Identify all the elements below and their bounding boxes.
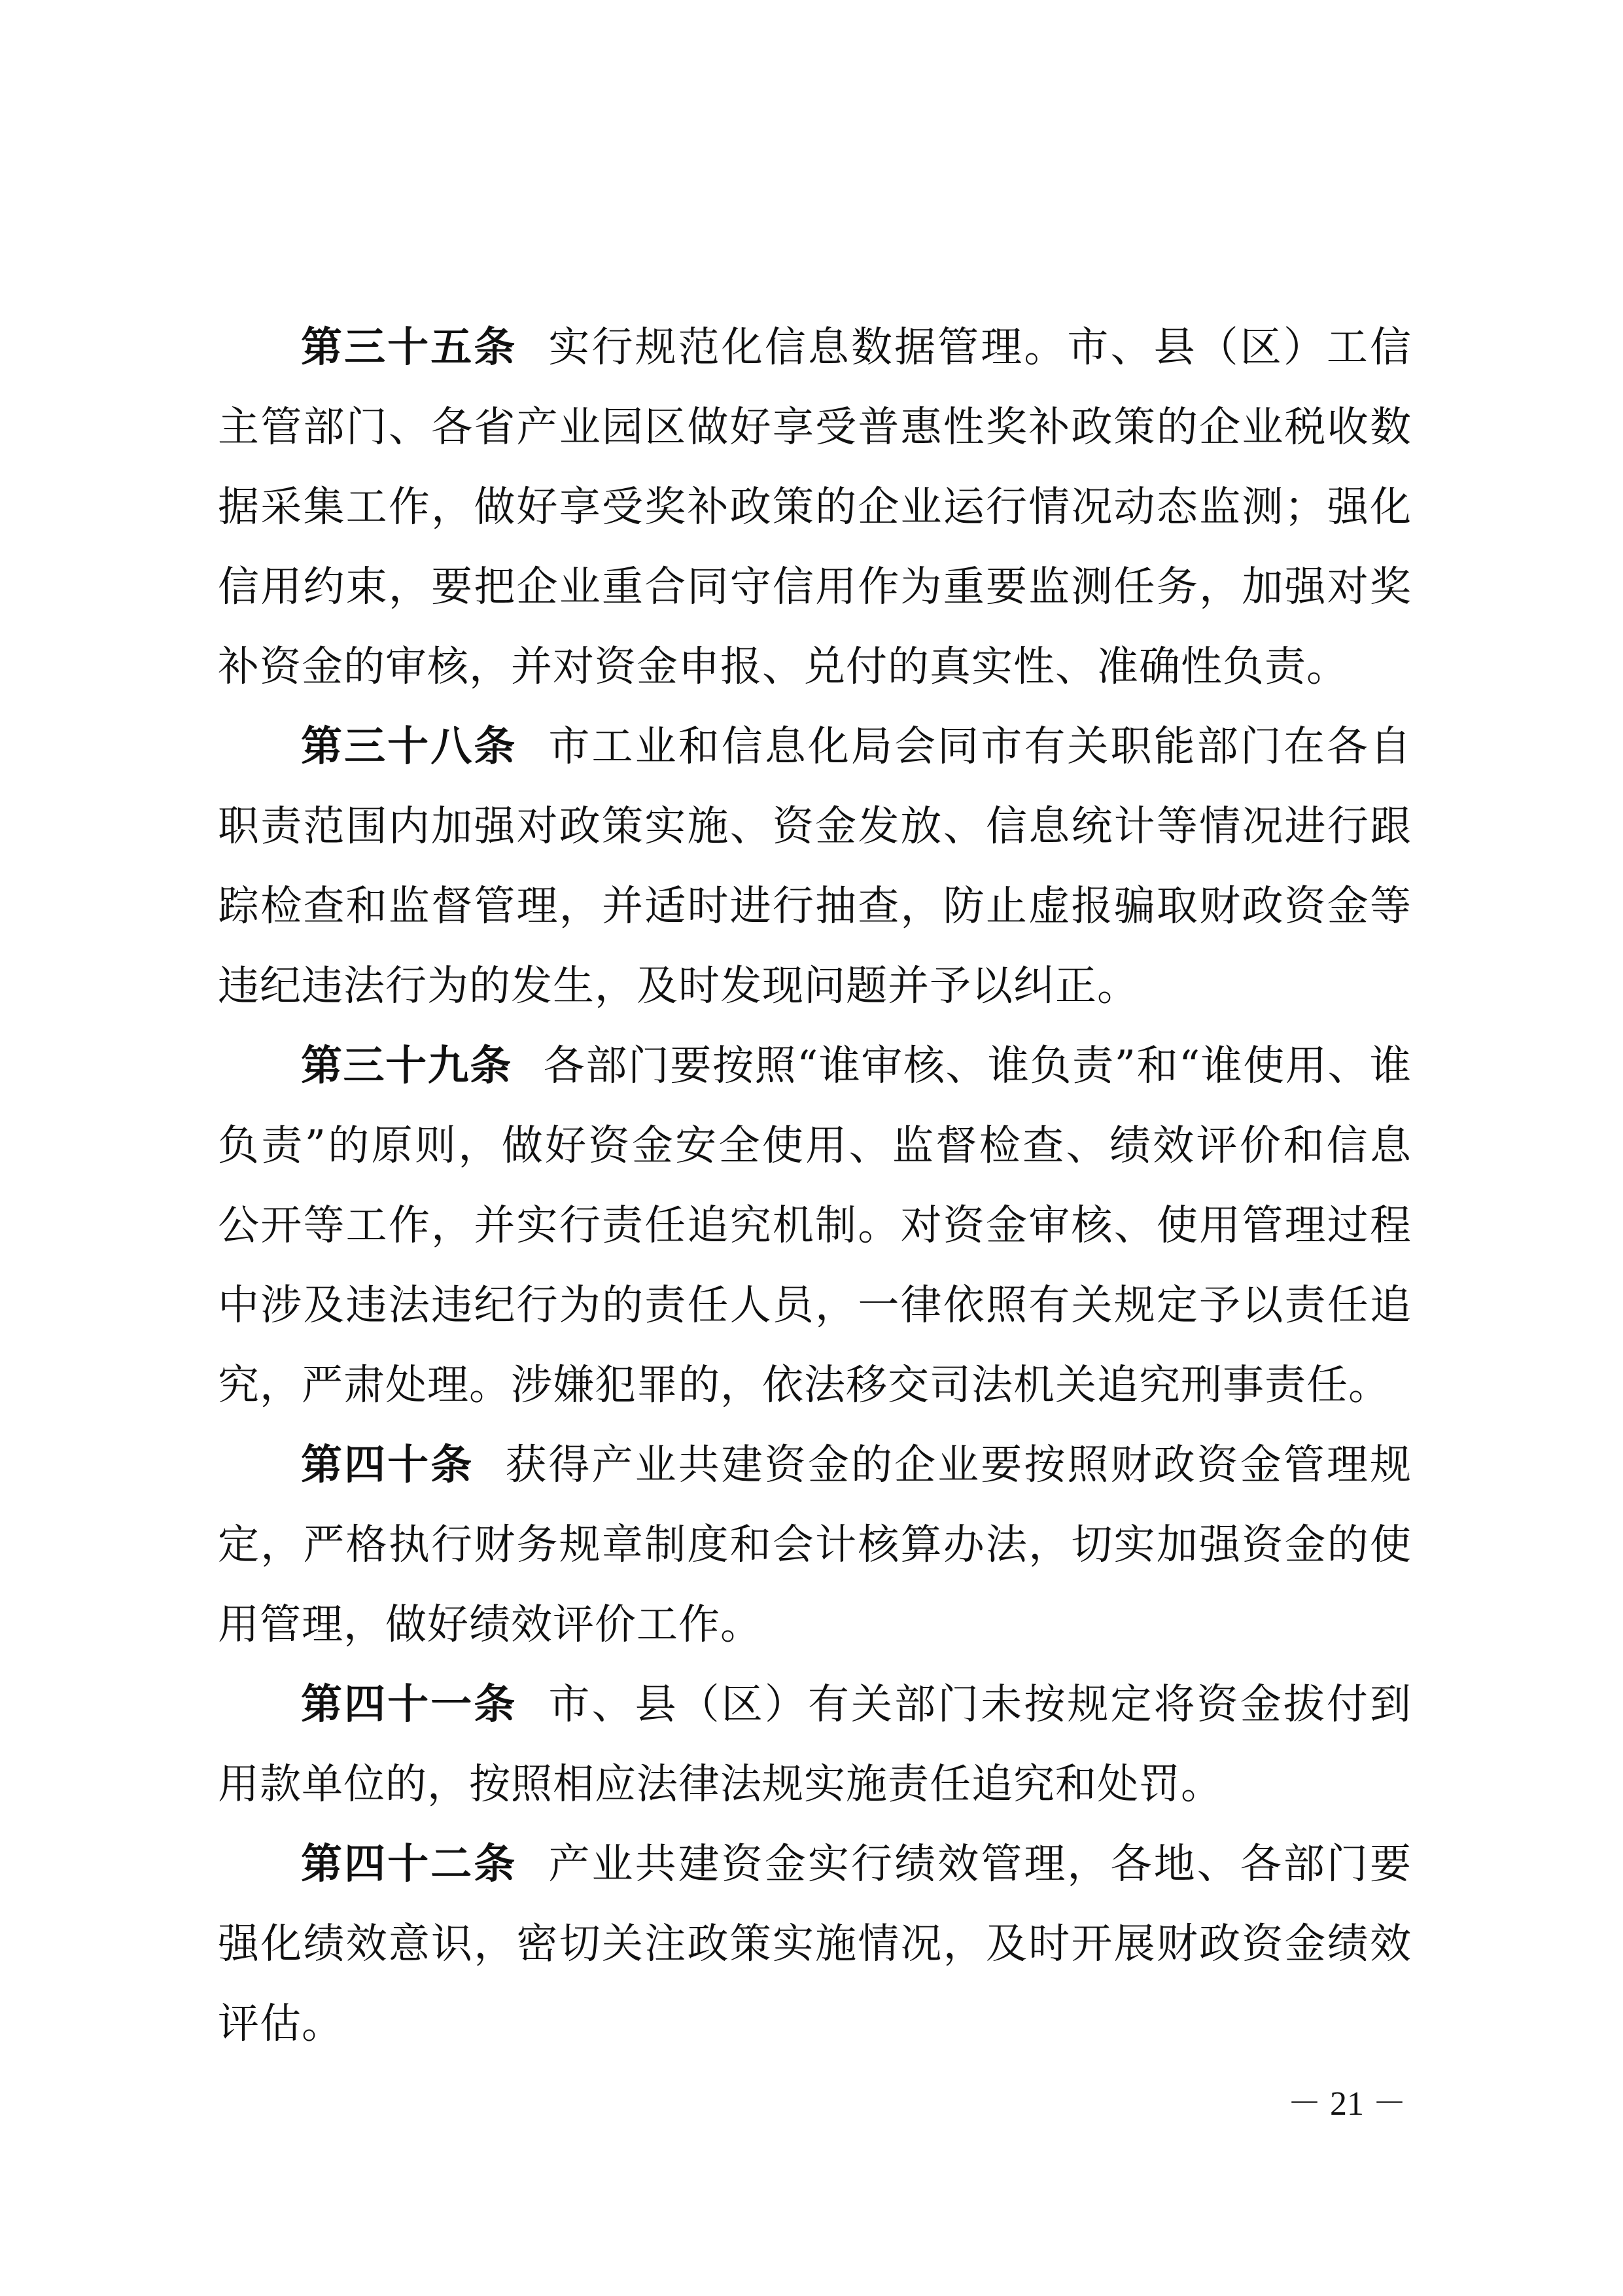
document-body <box>218 308 1412 2064</box>
article-heading: 第四十条 <box>301 1441 474 1489</box>
article-text: 市、县（区）有关部门未按规定将资金拔付到用款单位的，按照相应法律法规实施责任追究和处罚。 <box>218 1680 1412 1808</box>
article-text: 产业共建资金实行绩效管理，各地、各部门要强化绩效意识，密切关注政策实施情况，及时开展财政资金绩效评估。 <box>218 1840 1412 2047</box>
article-heading: 第三十五条 <box>301 323 517 371</box>
article-text: 各部门要按照“谁审核、谁负责”和“谁使用、谁负责”的原则，做好资金安全使用、监督检查、绩效评价和信息公开等工作，并实行责任追究机制。对资金审核、使用管理过程中涉及违法违纪行为的责任人员，一律依照有关规定予以责任追究，严肃处理。涉嫌犯罪的，依法移交司法机关追究刑事责任。 <box>218 1042 1412 1409</box>
article-text: 实行规范化信息数据管理。市、县（区）工信主管部门、各省产业园区做好享受普惠性奖补政策的企业税收数据采集工作，做好享受奖补政策的企业运行情况动态监测；强化信用约束，要把企业重合同守信用作为重要监测任务，加强对奖补资金的审核，并对资金申报、兑付的真实性、准确性负责。 <box>218 323 1412 690</box>
article-heading: 第三十九条 <box>301 1042 512 1089</box>
article-38 <box>218 707 1412 1026</box>
article-41 <box>218 1665 1412 1824</box>
article-heading: 第三十八条 <box>301 722 517 770</box>
article-heading: 第四十二条 <box>301 1840 517 1888</box>
article-35 <box>218 308 1412 707</box>
article-text: 市工业和信息化局会同市有关职能部门在各自职责范围内加强对政策实施、资金发放、信息统计等情况进行跟踪检查和监督管理，并适时进行抽查，防止虚报骗取财政资金等违纪违法行为的发生，及时发现问题并予以纠正。 <box>218 722 1412 1010</box>
article-heading: 第四十一条 <box>301 1680 517 1728</box>
article-text: 获得产业共建资金的企业要按照财政资金管理规定，严格执行财务规章制度和会计核算办法，切实加强资金的使用管理，做好绩效评价工作。 <box>218 1441 1412 1648</box>
article-39 <box>218 1026 1412 1425</box>
article-42 <box>218 1824 1412 2064</box>
article-40 <box>218 1425 1412 1665</box>
page-number: － 21 － <box>1287 2085 1407 2123</box>
